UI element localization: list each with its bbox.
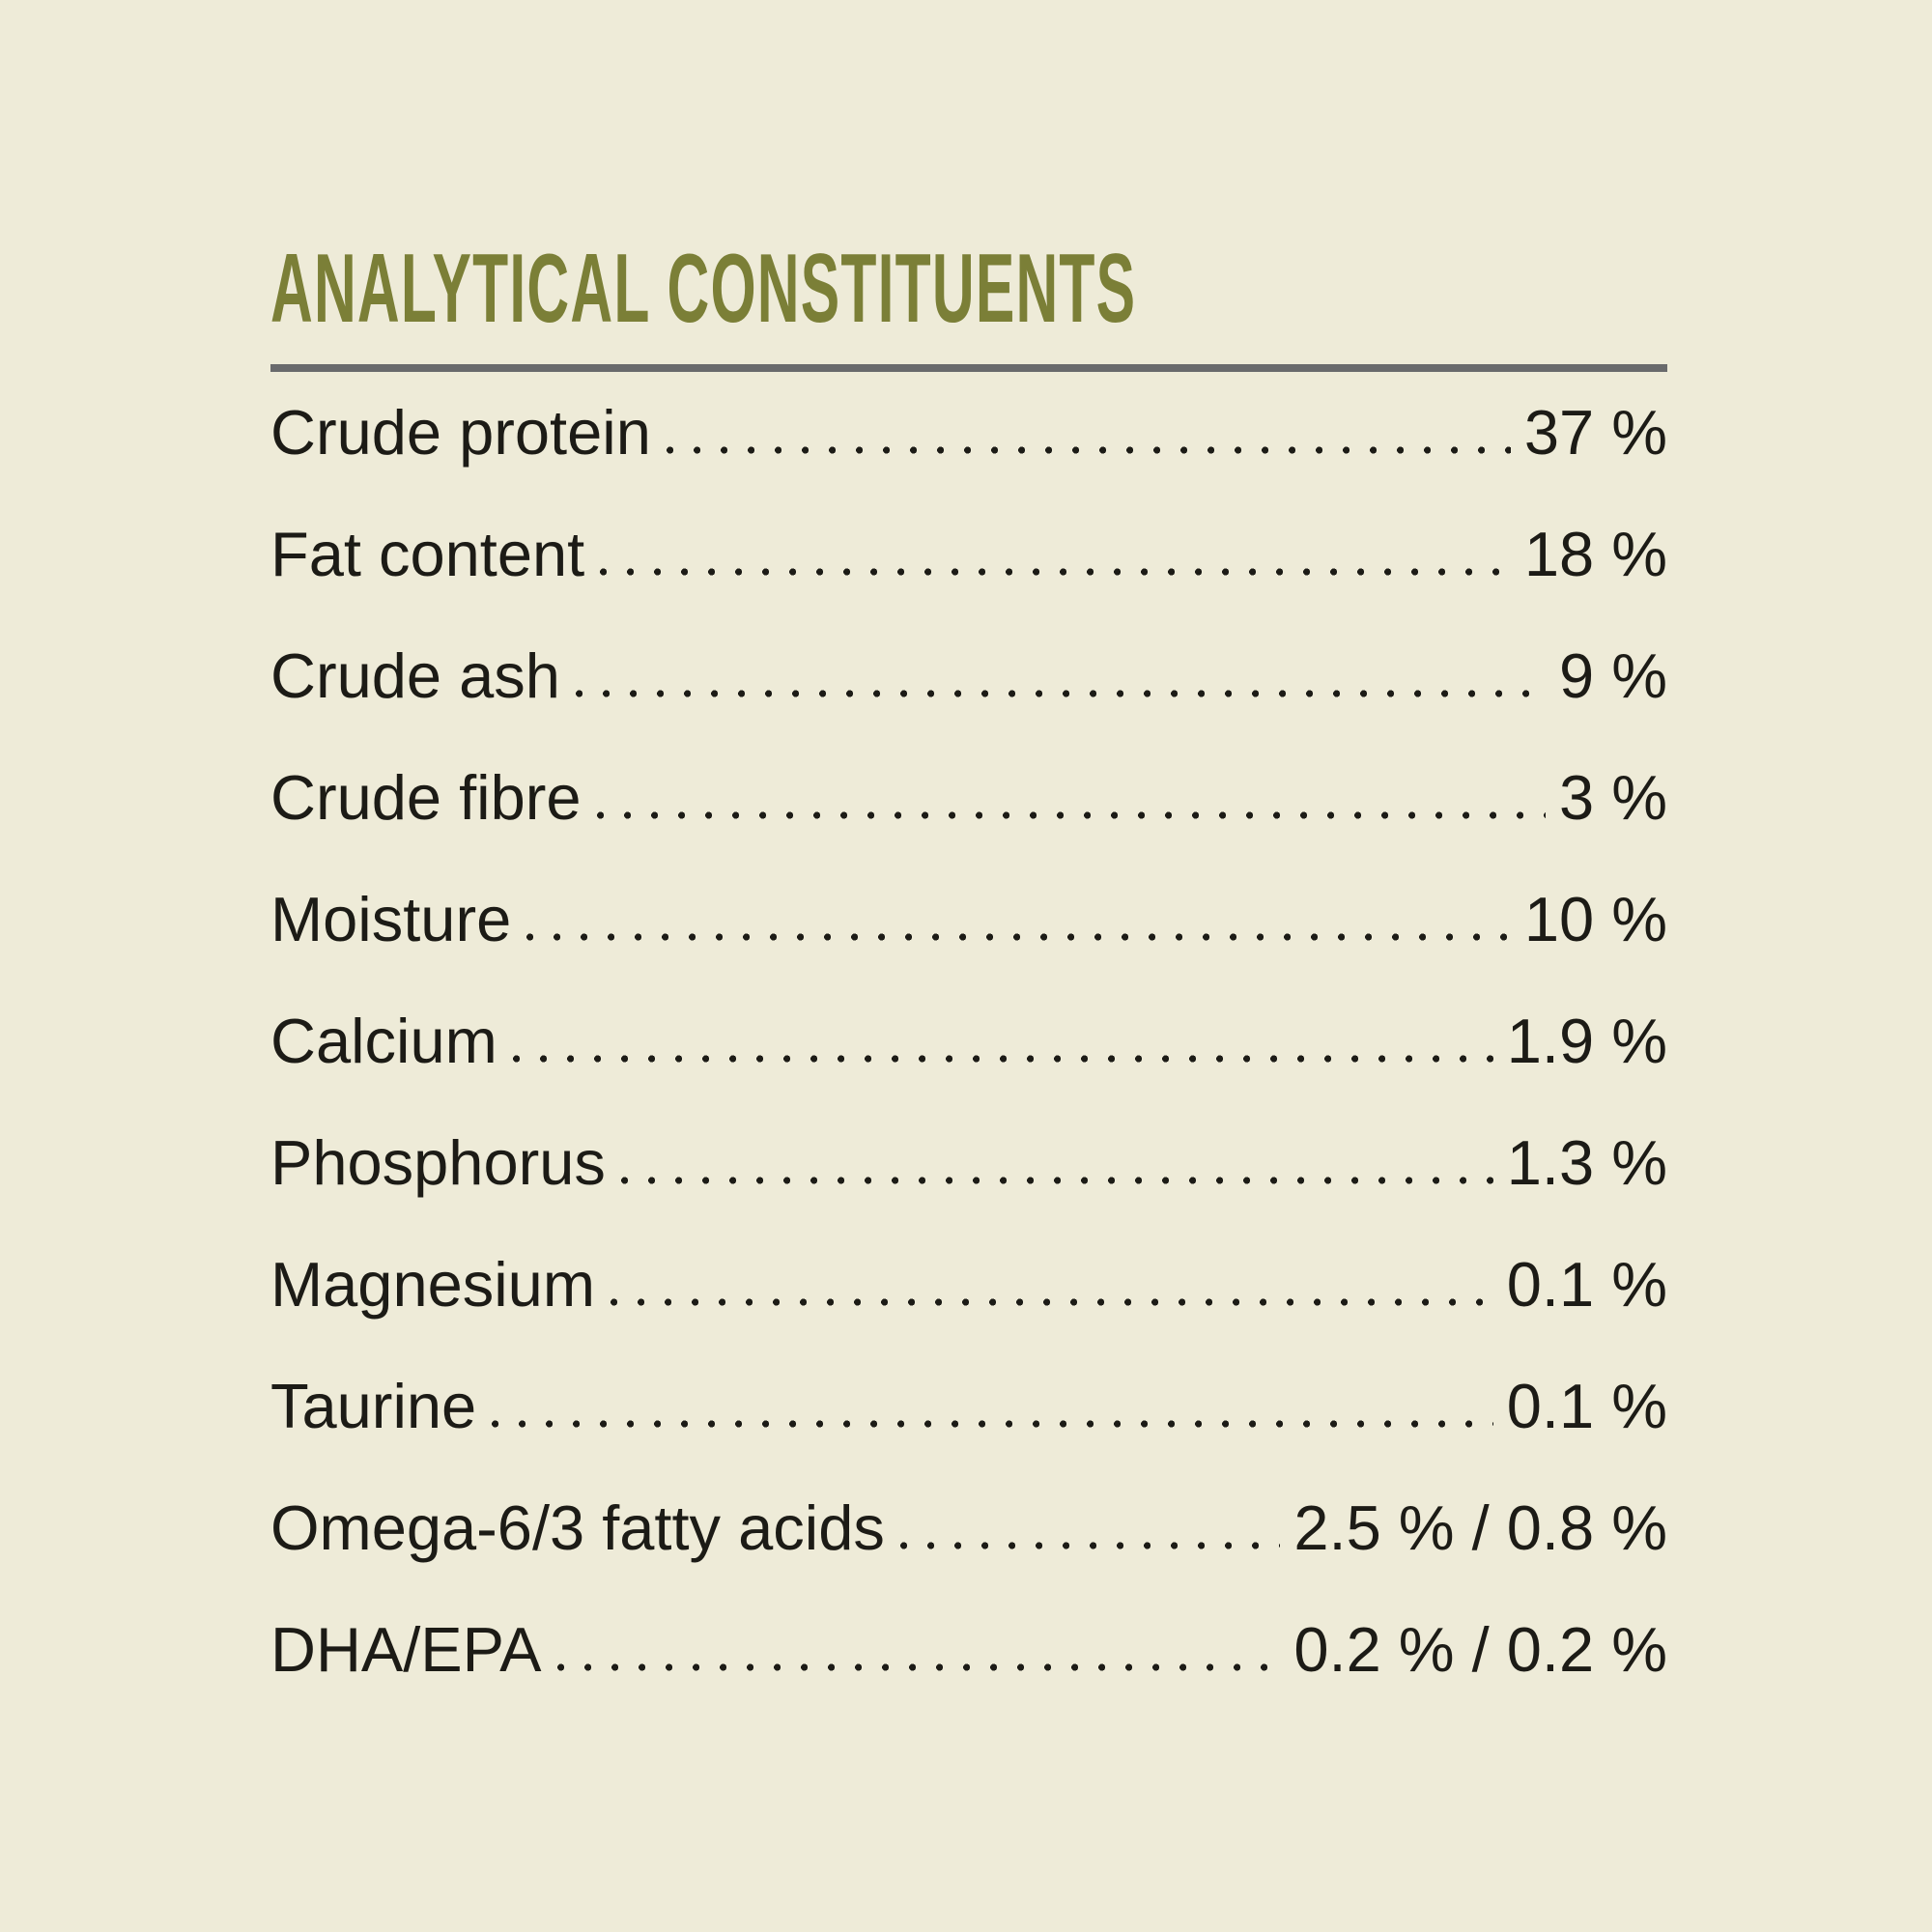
nutrient-value: 1.9 % bbox=[1506, 1006, 1667, 1076]
nutrient-row bbox=[270, 1102, 1667, 1224]
nutrient-value: 18 % bbox=[1523, 519, 1667, 589]
nutrient-list bbox=[270, 372, 1667, 1711]
dot-leader bbox=[557, 1663, 1281, 1671]
nutrient-label: Crude protein bbox=[270, 397, 651, 468]
nutrient-row bbox=[270, 615, 1667, 737]
nutrient-label: Crude ash bbox=[270, 640, 560, 711]
nutrient-value: 2.5 % / 0.8 % bbox=[1293, 1492, 1667, 1563]
nutrient-value: 1.3 % bbox=[1506, 1127, 1667, 1198]
dot-leader bbox=[597, 811, 1546, 819]
nutrient-value: 37 % bbox=[1523, 397, 1667, 468]
nutrient-label: Crude fibre bbox=[270, 762, 582, 833]
dot-leader bbox=[900, 1542, 1281, 1549]
nutrient-label: Omega-6/3 fatty acids bbox=[270, 1492, 885, 1563]
nutrient-label: Magnesium bbox=[270, 1249, 595, 1320]
nutrient-row bbox=[270, 1224, 1667, 1346]
nutrient-value: 9 % bbox=[1558, 640, 1667, 711]
dot-leader bbox=[667, 446, 1511, 454]
nutrient-value: 3 % bbox=[1558, 762, 1667, 833]
dot-leader bbox=[600, 568, 1511, 576]
nutrient-row bbox=[270, 494, 1667, 615]
dot-leader bbox=[492, 1420, 1493, 1428]
analytical-constituents-panel bbox=[270, 0, 1667, 1711]
nutrient-label: Moisture bbox=[270, 884, 512, 954]
nutrient-row bbox=[270, 1346, 1667, 1467]
title-divider bbox=[270, 364, 1667, 372]
nutrient-value: 0.1 % bbox=[1506, 1371, 1667, 1441]
nutrient-row bbox=[270, 737, 1667, 859]
nutrient-label: Phosphorus bbox=[270, 1127, 606, 1198]
nutrient-row bbox=[270, 1589, 1667, 1711]
nutrient-value: 0.2 % / 0.2 % bbox=[1293, 1614, 1667, 1685]
nutrient-label: Taurine bbox=[270, 1371, 477, 1441]
dot-leader bbox=[576, 690, 1546, 697]
nutrient-value: 0.1 % bbox=[1506, 1249, 1667, 1320]
dot-leader bbox=[526, 933, 1511, 941]
dot-leader bbox=[611, 1298, 1493, 1306]
dot-leader bbox=[513, 1055, 1493, 1063]
nutrient-label: Fat content bbox=[270, 519, 585, 589]
nutrient-label: DHA/EPA bbox=[270, 1614, 542, 1685]
nutrient-value: 10 % bbox=[1523, 884, 1667, 954]
nutrient-row bbox=[270, 980, 1667, 1102]
panel-title: ANALYTICAL CONSTITUENTS bbox=[270, 235, 1137, 343]
nutrient-row bbox=[270, 859, 1667, 980]
dot-leader bbox=[621, 1177, 1493, 1184]
nutrient-label: Calcium bbox=[270, 1006, 497, 1076]
nutrient-row bbox=[270, 1467, 1667, 1589]
nutrient-row bbox=[270, 372, 1667, 494]
